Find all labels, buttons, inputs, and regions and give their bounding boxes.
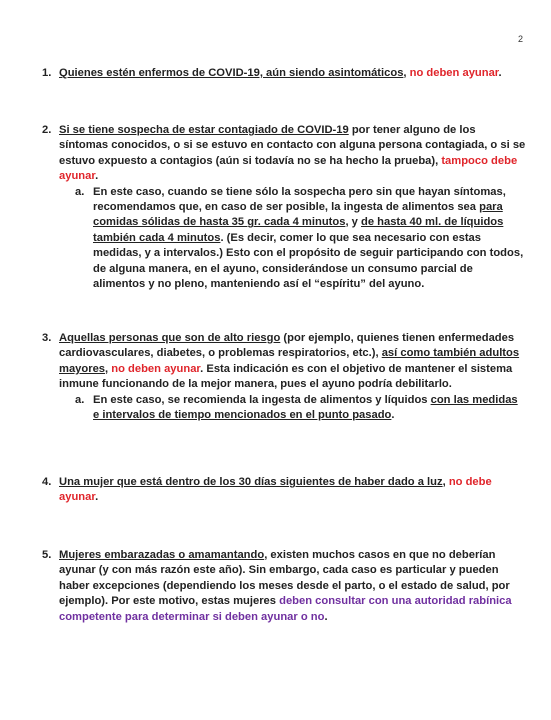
text-segment: deben consultar con una autoridad rabínica competente para determinar si deben ayunar o no xyxy=(59,595,512,623)
text-segment: Una mujer que está dentro de los 30 días siguientes de haber dado a luz xyxy=(59,476,443,488)
text-segment: no deben ayunar xyxy=(111,362,201,375)
text-segment: por tener alguno de los síntomas conocidos, o si se estuvo en contacto con alguna persona contagiada, o si se estuvo expuesto a contagios (aún si todavía no se ha hecho la prueba), xyxy=(59,124,526,167)
list-item xyxy=(42,331,526,423)
text-segment: , xyxy=(403,67,410,79)
text-segment: de hasta 40 ml. de líquidos también cada 4 minutos xyxy=(93,216,504,244)
text-segment: no debe ayunar xyxy=(59,476,492,504)
item-text xyxy=(59,123,526,185)
text-segment: , xyxy=(105,362,112,375)
text-segment: . xyxy=(391,409,395,422)
list-item xyxy=(42,475,526,506)
text-segment: con las medidas e intervalos de tiempo mencionados en el punto pasado xyxy=(93,393,518,422)
text-segment: En este caso, se recomienda la ingesta de alimentos y líquidos xyxy=(93,393,431,406)
text-segment: tampoco debe ayunar xyxy=(59,154,518,183)
text-segment: no deben ayunar xyxy=(409,67,499,79)
text-segment: En este caso, cuando se tiene sólo la sospecha pero sin que hayan síntomas, recomendamos que, en caso de ser posible, la ingesta de alimentos sea xyxy=(93,185,506,214)
sub-item-text xyxy=(93,393,526,424)
text-segment: , existen muchos casos en que no deberían ayunar (y con más razón este año). Sin embargo, cada caso es particular y pueden haber excepciones (dependiendo los meses desde el parto, o el estado de salud, por ejemplo). Por este motivo, estas mujeres xyxy=(59,549,510,608)
text-segment: Aquellas personas que son de alto riesgo xyxy=(59,332,281,344)
list-item xyxy=(42,66,526,81)
item-text xyxy=(59,66,526,81)
text-segment: para comidas sólidas de hasta 35 gr. cada 4 minutos xyxy=(93,201,503,229)
text-segment: . Esta indicación es con el objetivo de mantener el sistema inmune funcionando de la mejor manera, pues el ayuno podría debilitarlo. xyxy=(59,362,513,391)
text-segment: . xyxy=(95,491,99,504)
sub-item-letter: a. xyxy=(75,393,85,406)
text-segment: , xyxy=(442,476,449,488)
sub-item-letter: a. xyxy=(75,185,85,198)
text-segment: , y xyxy=(345,216,361,229)
item-number: 3. xyxy=(42,332,52,344)
text-segment: Mujeres embarazadas o amamantando xyxy=(59,549,265,561)
text-segment: . xyxy=(324,610,328,623)
text-segment: (por ejemplo, quienes tienen enfermedades cardiovasculares, diabetes, o problemas respiratorios, etc.), xyxy=(59,332,515,360)
sub-item xyxy=(59,185,526,293)
text-segment: . xyxy=(95,170,99,183)
item-number: 4. xyxy=(42,476,52,488)
item-text xyxy=(59,475,526,506)
item-number: 5. xyxy=(42,549,52,561)
sub-item xyxy=(59,393,526,424)
text-segment: Quienes estén enfermos de COVID-19, aún siendo asintomáticos xyxy=(59,67,404,79)
text-segment: . xyxy=(498,67,502,79)
text-segment: . (Es decir, comer lo que sea necesario con estas medidas, y a intervalos.) Esto con el propósito de seguir participando con todos, de alguna manera, en el ayuno, considerándose un consumo parcial de alimentos y no pleno, manteniendo así el “espíritu” del ayuno. xyxy=(93,231,524,291)
list-item xyxy=(42,548,526,625)
page-number: 2 xyxy=(517,34,523,44)
item-text xyxy=(59,548,526,625)
item-number: 2. xyxy=(42,124,52,136)
list-item xyxy=(42,123,526,292)
item-number: 1. xyxy=(42,67,52,79)
sub-item-text xyxy=(93,185,526,293)
text-segment: así como también adultos mayores xyxy=(59,347,520,375)
item-text xyxy=(59,331,526,393)
text-segment: Si se tiene sospecha de estar contagiado de COVID-19 xyxy=(59,124,349,136)
